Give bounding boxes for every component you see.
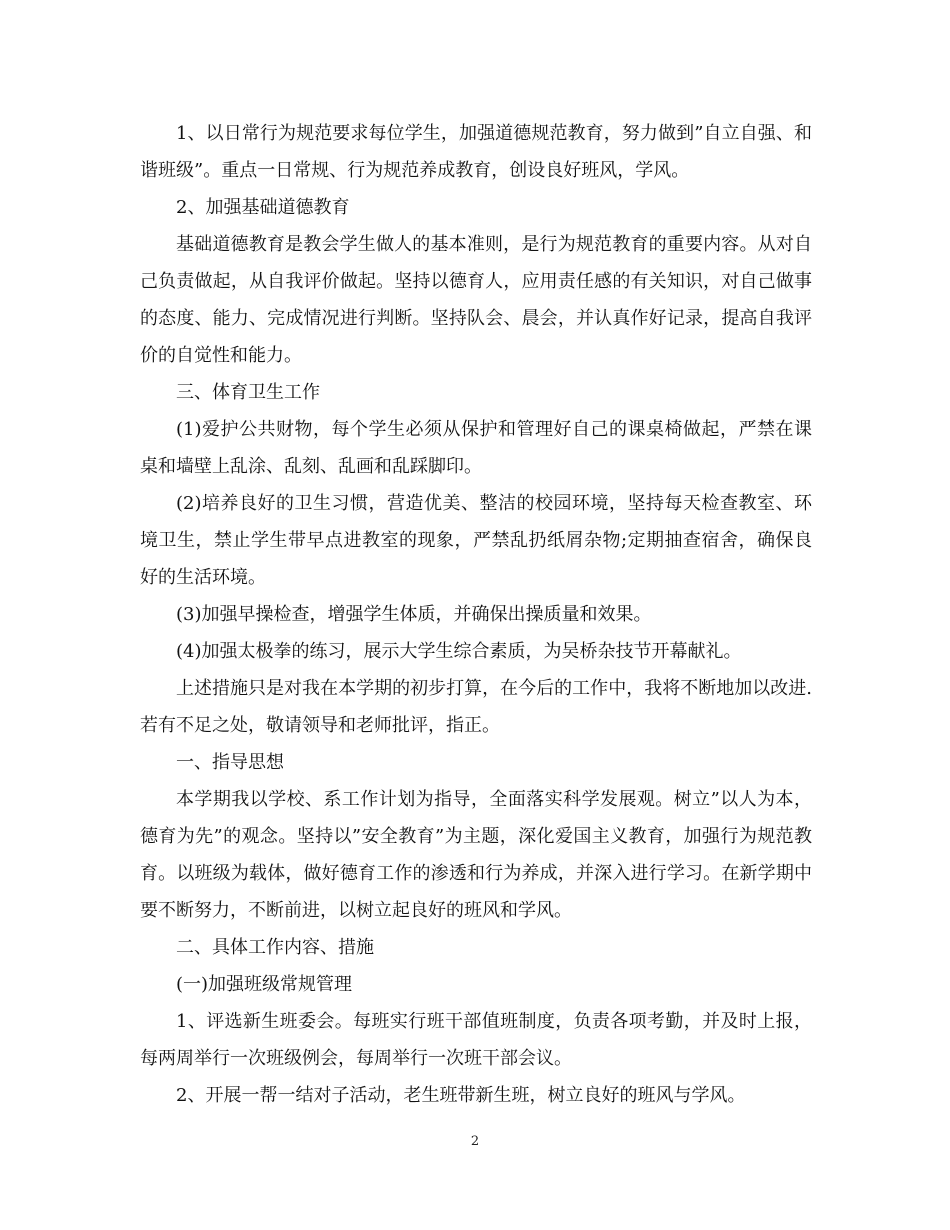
section-heading: 二、具体工作内容、措施 xyxy=(176,937,374,958)
subsection-heading: (一)加强班级常规管理 xyxy=(176,974,353,995)
section-heading: 一、指导思想 xyxy=(176,752,284,773)
paragraph: 2、开展一帮一结对子活动，老生班带新生班，树立良好的班风与学风。 xyxy=(176,1085,746,1106)
section-heading: 三、体育卫生工作 xyxy=(176,382,320,403)
paragraph: (1)爱护公共财物，每个学生必须从保护和管理好自己的课桌椅做起，严禁在课桌和墙壁上乱涂、乱刻、乱画和乱踩脚印。 xyxy=(140,419,812,477)
paragraph: 1、以日常行为规范要求每位学生，加强道德规范教育，努力做到”自立自强、和谐班级”。重点一日常规、行为规范养成教育，创设良好班风，学风。 xyxy=(140,123,812,181)
paragraph: (2)培养良好的卫生习惯，营造优美、整洁的校园环境，坚持每天检查教室、环境卫生，禁止学生带早点进教室的现象，严禁乱扔纸屑杂物;定期抽查宿舍，确保良好的生活环境。 xyxy=(140,493,812,588)
paragraph: 本学期我以学校、系工作计划为指导，全面落实科学发展观。树立”以人为本，德育为先”的观念。坚持以”安全教育”为主题，深化爱国主义教育，加强行为规范教育。以班级为载体，做好德育工作的渗透和行为养成，并深入进行学习。在新学期中要不断努力，不断前进，以树立起良好的班风和学风。 xyxy=(140,789,812,921)
paragraph: (3)加强早操检查，增强学生体质，并确保出操质量和效果。 xyxy=(176,604,652,625)
page-number: 2 xyxy=(470,1134,480,1149)
paragraph: 1、评选新生班委会。每班实行班干部值班制度，负责各项考勤，并及时上报，每两周举行一次班级例会，每周举行一次班干部会议。 xyxy=(140,1011,812,1069)
paragraph: 2、加强基础道德教育 xyxy=(176,197,350,218)
paragraph: 基础道德教育是教会学生做人的基本准则，是行为规范教育的重要内容。从对自己负责做起，从自我评价做起。坚持以德育人，应用责任感的有关知识，对自己做事的态度、能力、完成情况进行判断。坚持队会、晨会，并认真作好记录，提高自我评价的自觉性和能力。 xyxy=(140,234,812,366)
paragraph: 上述措施只是对我在本学期的初步打算，在今后的工作中，我将不断地加以改进.若有不足之处，敬请领导和老师批评，指正。 xyxy=(140,678,812,736)
paragraph: (4)加强太极拳的练习，展示大学生综合素质，为吴桥杂技节开幕献礼。 xyxy=(176,641,742,662)
document-body xyxy=(140,115,812,1114)
